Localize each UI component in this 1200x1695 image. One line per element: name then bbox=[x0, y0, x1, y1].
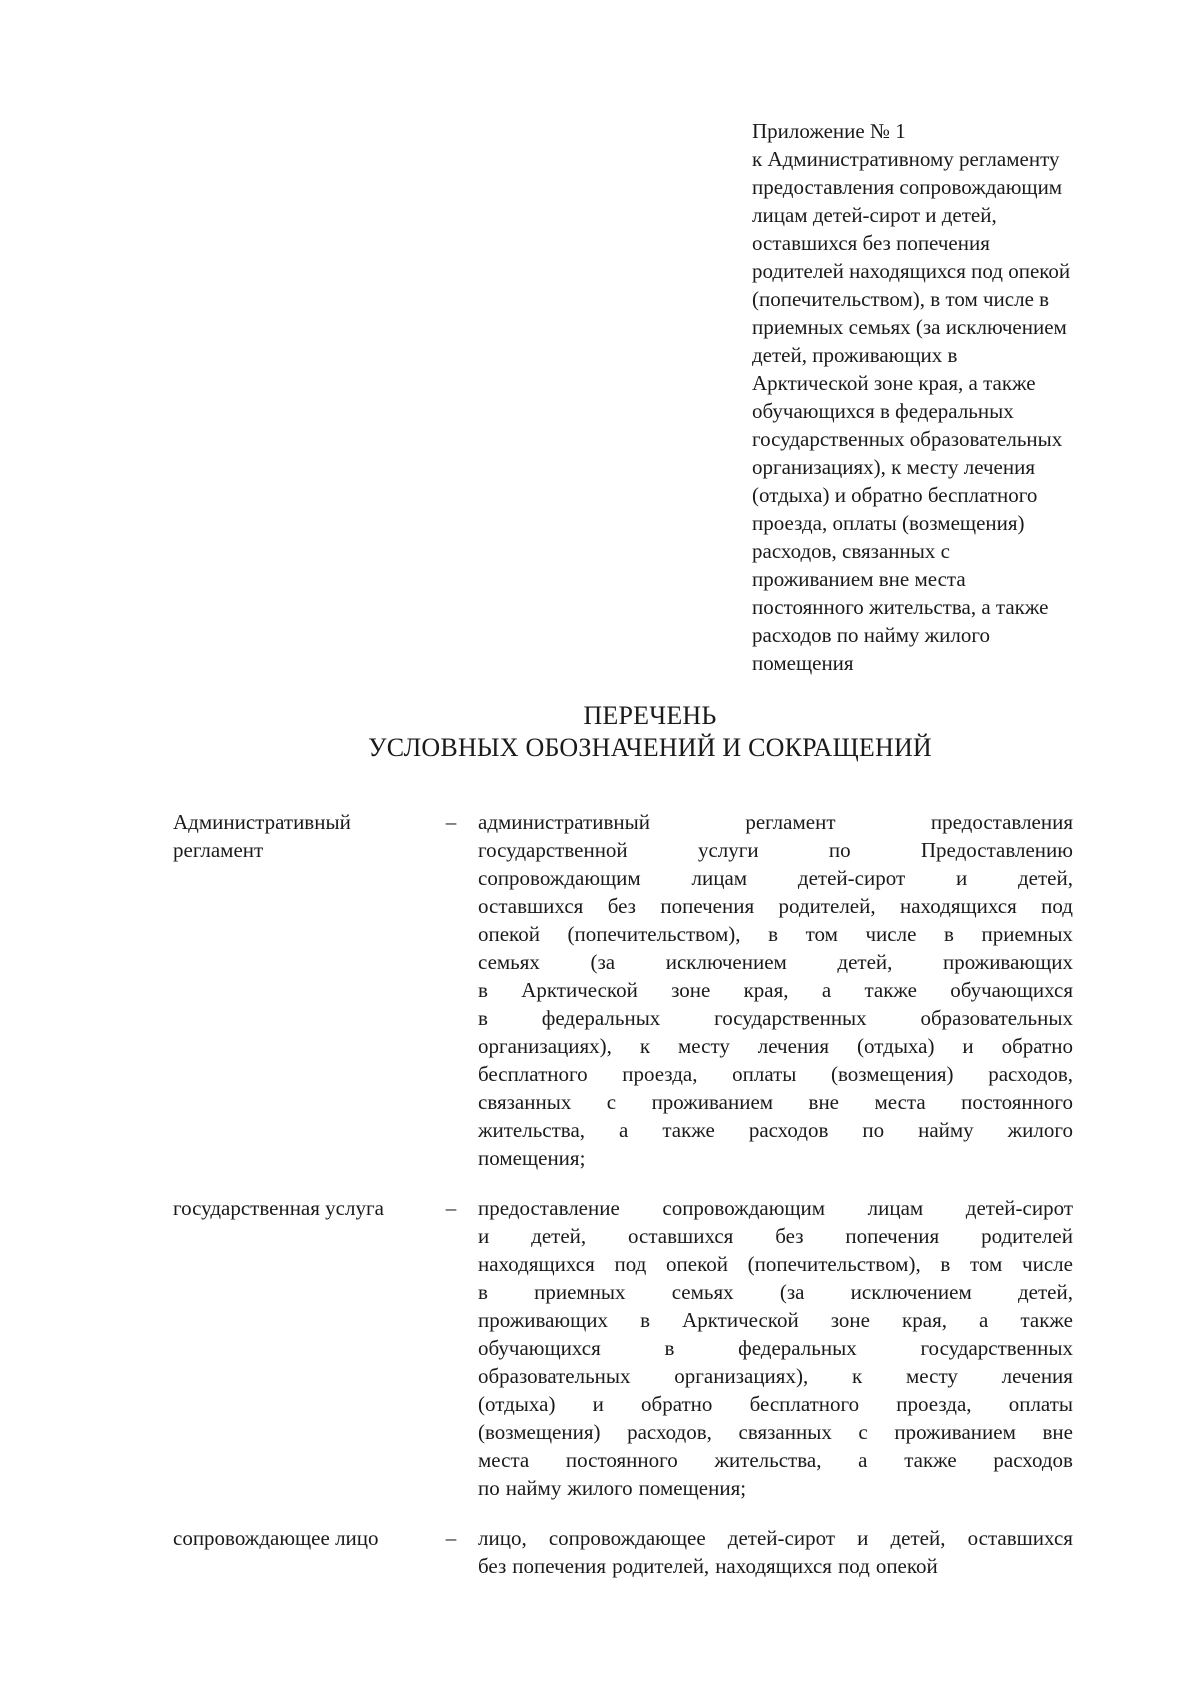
definition-text-line: помещения; bbox=[478, 1146, 586, 1170]
appendix-header bbox=[752, 117, 1152, 677]
definition-text bbox=[478, 808, 1073, 1172]
appendix-line: (попечительством), в том числе в bbox=[752, 287, 1050, 311]
appendix-line: (отдыха) и обратно бесплатного bbox=[752, 483, 1038, 507]
definition-text-line: семьях (за исключением детей, проживающих bbox=[478, 950, 1073, 974]
appendix-line: родителей находящихся под опекой bbox=[752, 259, 1071, 283]
definition-text-line: сопровождающим лицам детей-сирот и детей, bbox=[478, 866, 1073, 890]
definition-text-line: бесплатного проезда, оплаты (возмещения) расходов, bbox=[478, 1062, 1073, 1086]
appendix-line: организациях), к месту лечения bbox=[752, 455, 1036, 479]
definition-term bbox=[173, 808, 433, 864]
definition-text-line: в приемных семьях (за исключением детей, bbox=[478, 1280, 1073, 1304]
definition-text-line: государственной услуги по Предоставлению bbox=[478, 838, 1073, 862]
definition-text-line: связанных с проживанием вне места постоянного bbox=[478, 1090, 1073, 1114]
appendix-line: к Административному регламенту bbox=[752, 147, 1060, 171]
definition-term-line: сопровождающее лицо bbox=[173, 1526, 379, 1550]
definition-text-line: оставшихся без попечения родителей, находящихся под bbox=[478, 894, 1073, 918]
appendix-line: Приложение № 1 bbox=[752, 119, 906, 143]
definition-text-line: предоставление сопровождающим лицам детей-сирот bbox=[478, 1196, 1073, 1220]
definition-term bbox=[173, 1524, 433, 1552]
definition-entry bbox=[173, 808, 1073, 1172]
definition-dash: – bbox=[445, 1196, 457, 1220]
definitions-list bbox=[173, 808, 1073, 1602]
appendix-line: проезда, оплаты (возмещения) bbox=[752, 511, 1025, 535]
definition-text-line: находящихся под опекой (попечительством), в том числе bbox=[478, 1252, 1073, 1276]
definition-text-line: образовательных организациях), к месту лечения bbox=[478, 1364, 1073, 1388]
definition-text bbox=[478, 1194, 1073, 1502]
definition-text-line: лицо, сопровождающее детей-сирот и детей, оставшихся bbox=[478, 1526, 1073, 1550]
appendix-line: расходов, связанных с bbox=[752, 539, 950, 563]
appendix-line: расходов по найму жилого bbox=[752, 623, 990, 647]
definition-entry bbox=[173, 1524, 1073, 1580]
title-line-2: УСЛОВНЫХ ОБОЗНАЧЕНИЙ И СОКРАЩЕНИЙ bbox=[368, 733, 932, 762]
definition-text-line: опекой (попечительством), в том числе в приемных bbox=[478, 922, 1073, 946]
definition-dash: – bbox=[445, 1526, 457, 1550]
definition-text bbox=[478, 1524, 1073, 1580]
definition-term-line: регламент bbox=[173, 838, 264, 862]
definition-text-line: административный регламент предоставления bbox=[478, 810, 1073, 834]
document-title bbox=[0, 700, 1200, 764]
appendix-line: Арктической зоне края, а также bbox=[752, 371, 1036, 395]
definition-text-line: в Арктической зоне края, а также обучающихся bbox=[478, 978, 1073, 1002]
definition-text-line: в федеральных государственных образовательных bbox=[478, 1006, 1073, 1030]
definition-term-line: Административный bbox=[173, 810, 351, 834]
definition-text-line: жительства, а также расходов по найму жилого bbox=[478, 1118, 1073, 1142]
appendix-line: приемных семьях (за исключением bbox=[752, 315, 1067, 339]
definition-text-line: (отдыха) и обратно бесплатного проезда, оплаты bbox=[478, 1392, 1073, 1416]
definition-entry bbox=[173, 1194, 1073, 1502]
appendix-line: помещения bbox=[752, 651, 854, 675]
definition-text-line: организациях), к месту лечения (отдыха) и обратно bbox=[478, 1034, 1073, 1058]
appendix-line: постоянного жительства, а также bbox=[752, 595, 1049, 619]
appendix-line: оставшихся без попечения bbox=[752, 231, 990, 255]
definition-text-line: (возмещения) расходов, связанных с проживанием вне bbox=[478, 1420, 1073, 1444]
appendix-line: государственных образовательных bbox=[752, 427, 1063, 451]
appendix-line: лицам детей-сирот и детей, bbox=[752, 203, 997, 227]
title-line-1: ПЕРЕЧЕНЬ bbox=[583, 701, 717, 730]
definition-term-line: государственная услуга bbox=[173, 1196, 384, 1220]
definition-term bbox=[173, 1194, 433, 1222]
definition-text-line: без попечения родителей, находящихся под опекой bbox=[478, 1554, 938, 1578]
appendix-line: предоставления сопровождающим bbox=[752, 175, 1063, 199]
definition-text-line: по найму жилого помещения; bbox=[478, 1476, 747, 1500]
definition-text-line: и детей, оставшихся без попечения родителей bbox=[478, 1224, 1073, 1248]
appendix-line: детей, проживающих в bbox=[752, 343, 958, 367]
definition-text-line: обучающихся в федеральных государственных bbox=[478, 1336, 1073, 1360]
definition-dash: – bbox=[445, 810, 457, 834]
definition-text-line: проживающих в Арктической зоне края, а также bbox=[478, 1308, 1073, 1332]
appendix-line: проживанием вне места bbox=[752, 567, 966, 591]
appendix-line: обучающихся в федеральных bbox=[752, 399, 1014, 423]
definition-text-line: места постоянного жительства, а также расходов bbox=[478, 1448, 1073, 1472]
